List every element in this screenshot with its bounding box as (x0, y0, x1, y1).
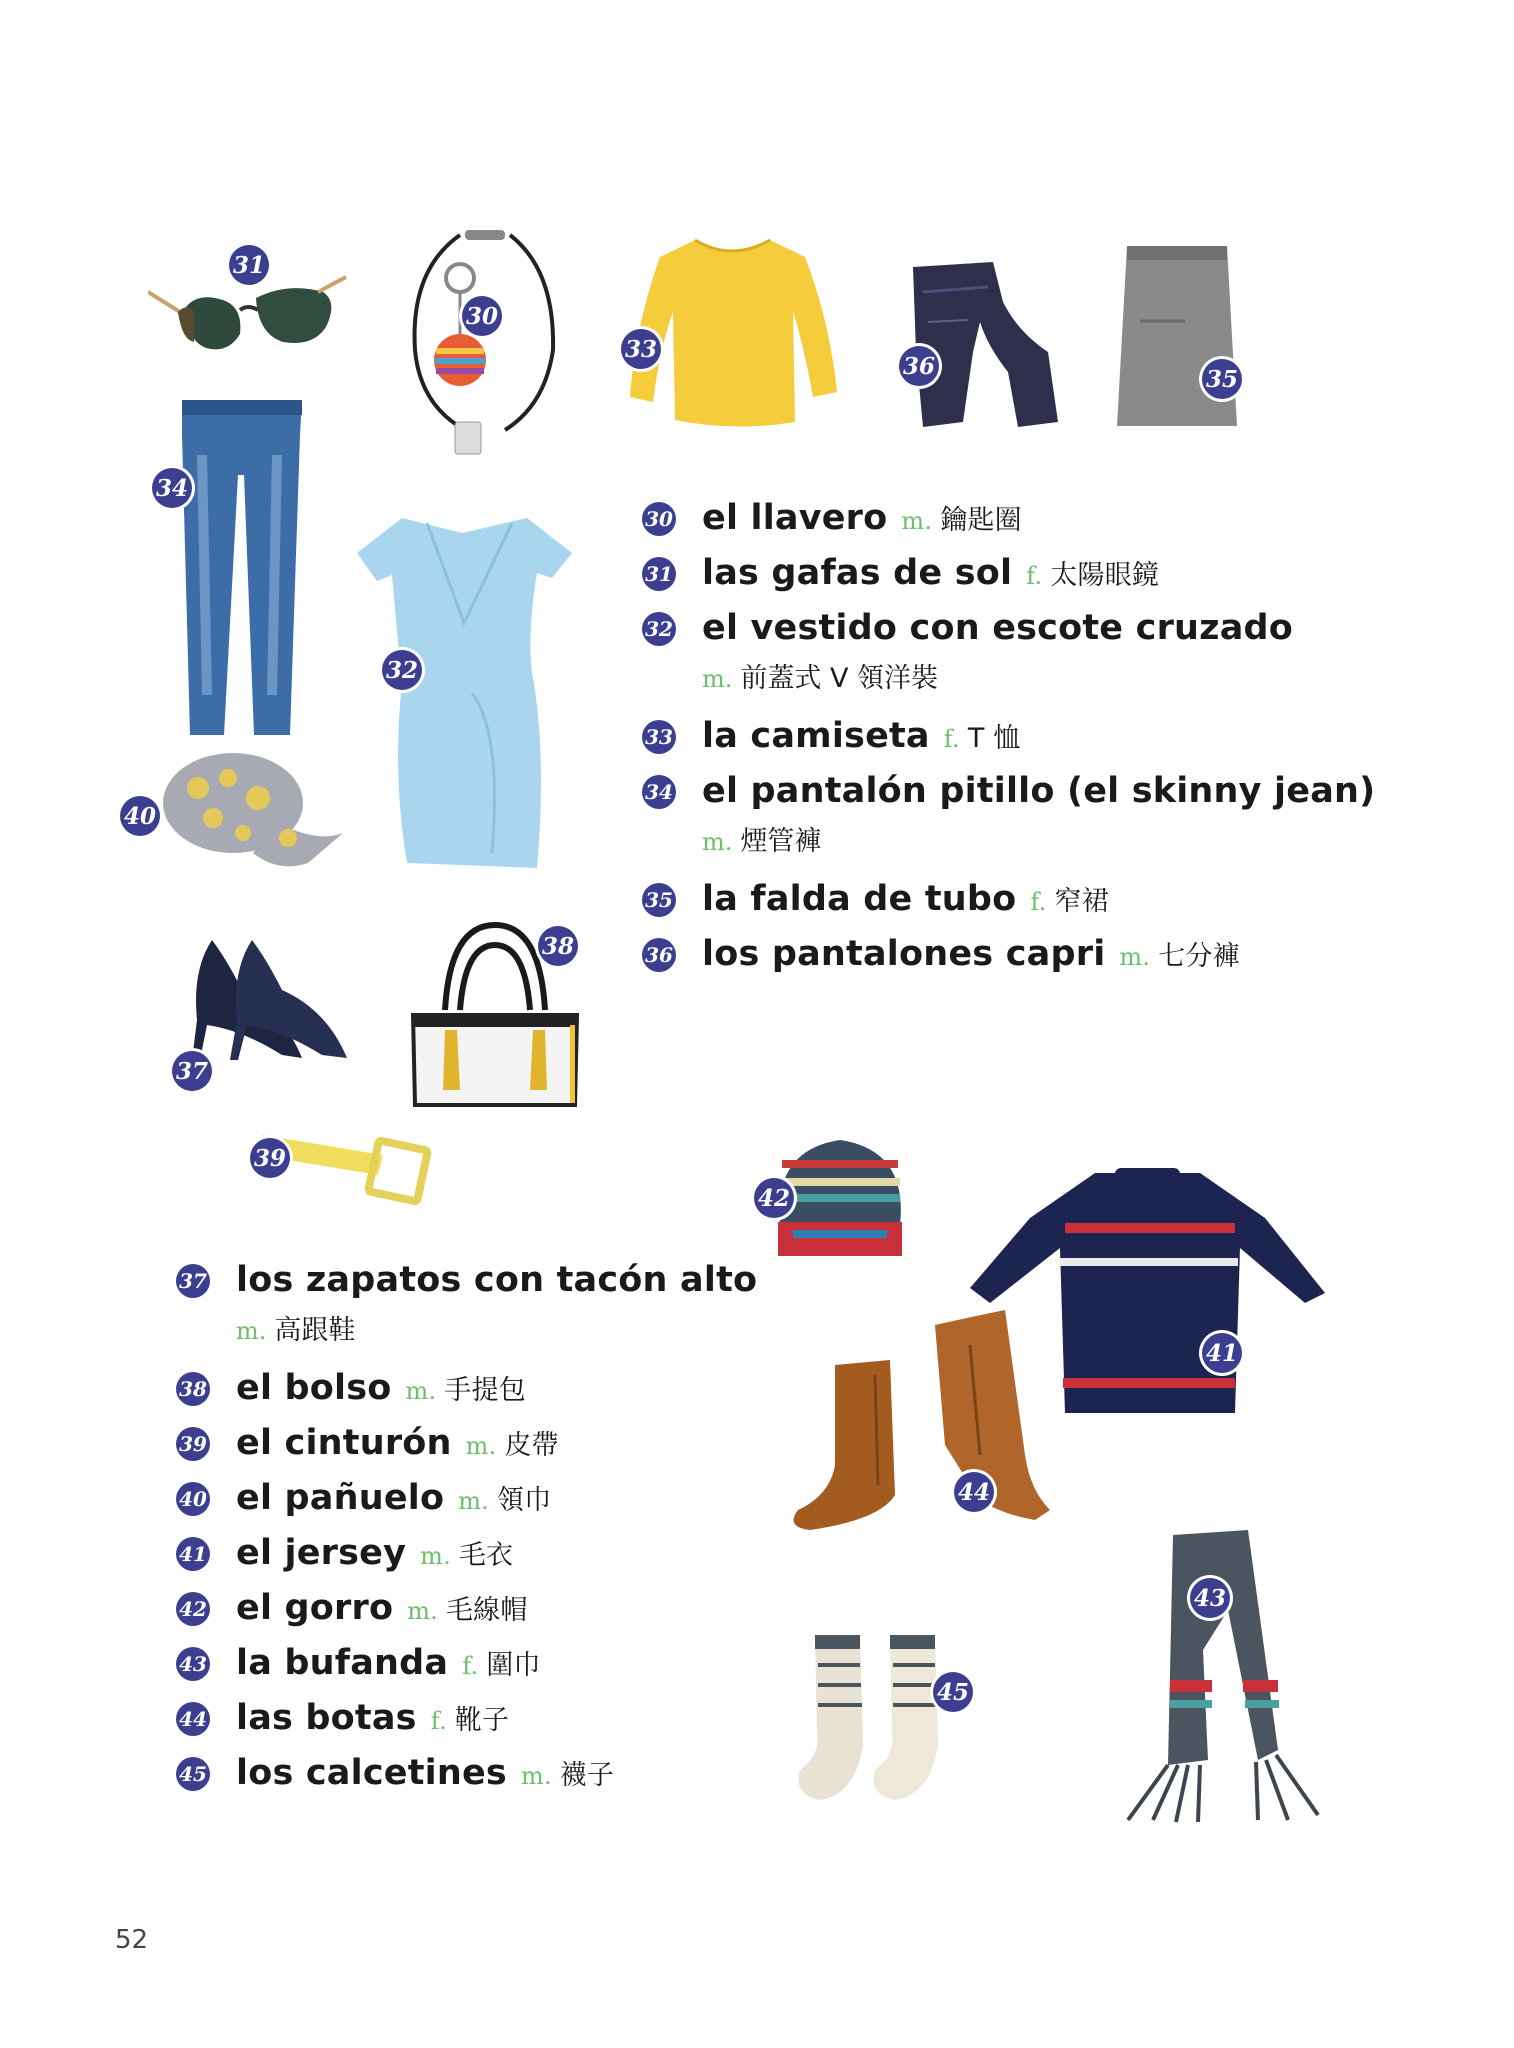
badge-33: 33 (621, 329, 661, 369)
vocab-number: 36 (642, 938, 676, 972)
vocab-entry-32 (642, 604, 1402, 712)
vocab-gender: f. (1030, 888, 1047, 916)
vocab-word: el bolso (236, 1368, 392, 1408)
vocab-translation: 襪子 (559, 1760, 615, 1791)
vocab-number: 40 (176, 1482, 210, 1516)
vocab-word: la falda de tubo (702, 879, 1017, 919)
badge-36: 36 (899, 346, 939, 386)
badge-32: 32 (382, 650, 422, 690)
vocab-gender: m. (420, 1542, 451, 1570)
vocab-gender: m. (702, 665, 733, 693)
vocab-translation: 毛衣 (458, 1540, 514, 1571)
badge-35: 35 (1202, 359, 1242, 399)
vocab-number: 41 (176, 1537, 210, 1571)
vocab-gender: m. (901, 507, 933, 535)
badge-45: 45 (933, 1672, 973, 1712)
vocab-gender: f. (1026, 562, 1043, 590)
vocab-translation: 靴子 (454, 1705, 510, 1736)
vocab-entry-38 (176, 1364, 776, 1419)
vocab-word: el cinturón (236, 1423, 452, 1463)
vocab-gender: m. (405, 1377, 437, 1405)
page-number: 52 (115, 1925, 149, 1955)
scarf-illustration (1108, 1530, 1333, 1825)
keychain-illustration (405, 230, 565, 455)
vocab-word: los calcetines (236, 1753, 507, 1793)
vocab-translation: 前蓋式 V 領洋裝 (740, 663, 939, 694)
vocab-gender: f. (462, 1652, 479, 1680)
tshirt-illustration (625, 232, 840, 432)
badge-41: 41 (1202, 1333, 1242, 1373)
vocab-translation: 手提包 (444, 1375, 526, 1406)
vocab-translation: 鑰匙圈 (940, 505, 1022, 536)
vocab-translation: T 恤 (967, 723, 1021, 754)
skirt-illustration (1115, 246, 1240, 431)
high-heels-illustration (172, 930, 357, 1070)
vocab-gender: m. (702, 828, 733, 856)
badge-42: 42 (754, 1178, 794, 1218)
vocab-number: 32 (642, 612, 676, 646)
socks-illustration (785, 1625, 970, 1810)
badge-38: 38 (538, 926, 578, 966)
vocab-word: el jersey (236, 1533, 407, 1573)
vocab-entry-42 (176, 1584, 776, 1639)
vocab-entry-33 (642, 712, 1402, 767)
vocab-entry-34 (642, 767, 1402, 875)
vocab-entry-37 (176, 1256, 776, 1364)
vocab-word: el pantalón pitillo (el skinny jean) (702, 771, 1376, 811)
capri-pants-illustration (908, 262, 1063, 432)
vocab-gender: m. (407, 1597, 438, 1625)
boots-illustration (780, 1305, 1060, 1535)
vocab-number: 33 (642, 720, 676, 754)
vocab-word: los zapatos con tacón alto (236, 1260, 758, 1300)
vocab-number: 42 (176, 1592, 210, 1626)
vocab-gender: m. (465, 1432, 497, 1460)
vocab-entry-40 (176, 1474, 776, 1529)
badge-39: 39 (250, 1138, 290, 1178)
vocab-gender: f. (943, 725, 960, 753)
vocab-translation: 圍巾 (486, 1650, 541, 1681)
vocab-entry-44 (176, 1694, 776, 1749)
vocab-word: la bufanda (236, 1643, 449, 1683)
vocab-translation: 七分褲 (1158, 941, 1240, 972)
vocab-translation: 毛線帽 (445, 1595, 528, 1626)
badge-43: 43 (1190, 1578, 1230, 1618)
vocab-entry-31 (642, 549, 1402, 604)
badge-30: 30 (462, 296, 502, 336)
vocab-number: 31 (642, 557, 676, 591)
vocab-number: 35 (642, 883, 676, 917)
vocab-entry-35 (642, 875, 1402, 930)
jeans-illustration (172, 395, 312, 740)
vocab-gender: m. (236, 1317, 267, 1345)
vocab-translation: 煙管褲 (740, 826, 822, 857)
vocab-word: la camiseta (702, 716, 930, 756)
vocab-list-bottom (176, 1256, 776, 1804)
vocab-gender: m. (458, 1487, 490, 1515)
vocab-entry-39 (176, 1419, 776, 1474)
badge-44: 44 (954, 1472, 994, 1512)
vocab-entry-45 (176, 1749, 776, 1804)
vocab-entry-30 (642, 494, 1402, 549)
badge-37: 37 (172, 1051, 212, 1091)
vocab-number: 43 (176, 1647, 210, 1681)
vocab-word: los pantalones capri (702, 934, 1106, 974)
vocab-number: 39 (176, 1427, 210, 1461)
vocab-gender: m. (1119, 943, 1151, 971)
vocab-entry-43 (176, 1639, 776, 1694)
vocab-entry-41 (176, 1529, 776, 1584)
vocab-gender: m. (520, 1762, 552, 1790)
vocab-number: 44 (176, 1702, 210, 1736)
vocab-translation: 皮帶 (504, 1430, 559, 1461)
vocab-word: el gorro (236, 1588, 394, 1628)
badge-40: 40 (120, 796, 160, 836)
badge-31: 31 (229, 245, 269, 285)
vocab-translation: 高跟鞋 (274, 1315, 356, 1346)
vocab-translation: 太陽眼鏡 (1050, 560, 1160, 591)
vocab-word: el vestido con escote cruzado (702, 608, 1294, 648)
vocab-word: las gafas de sol (702, 553, 1013, 593)
vocab-list-top (642, 494, 1402, 985)
dress-illustration (352, 513, 577, 873)
neckerchief-illustration (158, 743, 348, 893)
vocab-entry-36 (642, 930, 1402, 985)
vocab-translation: 領巾 (497, 1485, 552, 1516)
vocab-gender: f. (430, 1707, 447, 1735)
vocab-number: 30 (642, 502, 676, 536)
vocab-word: el llavero (702, 498, 888, 538)
vocab-number: 38 (176, 1372, 210, 1406)
vocab-number: 45 (176, 1757, 210, 1791)
vocab-word: el pañuelo (236, 1478, 445, 1518)
badge-34: 34 (152, 468, 192, 508)
vocab-number: 37 (176, 1264, 210, 1298)
vocab-translation: 窄裙 (1054, 886, 1109, 917)
vocab-word: las botas (236, 1698, 417, 1738)
vocab-number: 34 (642, 775, 676, 809)
